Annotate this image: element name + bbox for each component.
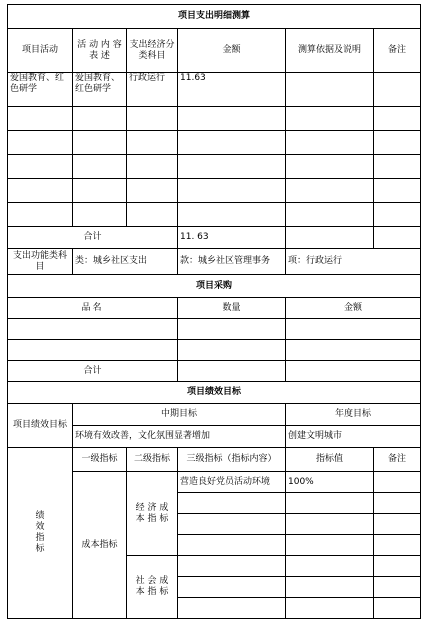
function-class-xiang: 项：行政运行	[286, 249, 421, 275]
header-level3: 三级指标（指标内容）	[178, 448, 286, 472]
procurement-section-title: 项目采购	[8, 275, 421, 298]
budget-empty-row	[8, 203, 421, 227]
row1-amount: 11.63	[178, 73, 286, 107]
row1-econ: 行政运行	[127, 73, 178, 107]
procurement-header-name: 品名	[8, 298, 178, 319]
budget-empty-row	[8, 107, 421, 131]
header-activity-content: 活 动 内 容 表 述	[73, 29, 127, 73]
header-remark: 备注	[374, 29, 421, 73]
procurement-header-quantity: 数量	[178, 298, 286, 319]
indicator-row1-content: 营造良好党员活动环境	[178, 472, 286, 493]
budget-table	[7, 4, 421, 619]
budget-total-label: 合计	[8, 227, 178, 249]
social-cost-cell	[127, 556, 178, 619]
procurement-empty-row	[8, 340, 421, 361]
header-level2: 二级指标	[127, 448, 178, 472]
indicator-row1-value: 100%	[286, 472, 374, 493]
header-econ-class: 支出经济分类科目	[127, 29, 178, 73]
row1-remark	[374, 73, 421, 107]
header-value: 指标值	[286, 448, 374, 472]
header-indicator-remark: 备注	[374, 448, 421, 472]
econ-cost-indicator: 经 济 成 本 指 标	[135, 502, 169, 524]
goal-label: 项目绩效目标	[8, 404, 73, 448]
econ-cost-cell	[127, 472, 178, 556]
mid-term-label: 中期目标	[73, 404, 286, 426]
header-activity: 项目活动	[8, 29, 73, 73]
function-class-kuan: 款：城乡社区管理事务	[178, 249, 286, 275]
mid-term-text: 环境有效改善，文化氛围显著增加	[73, 426, 286, 448]
row1-activity: 爱国教育、红色研学	[8, 73, 73, 107]
indicator-label: 绩效指标	[35, 511, 45, 554]
procurement-header-amount: 金额	[286, 298, 421, 319]
cost-indicator: 成本指标	[73, 472, 127, 619]
indicator-label-cell	[8, 448, 73, 619]
performance-section-title: 项目绩效目标	[8, 382, 421, 404]
budget-empty-row	[8, 131, 421, 155]
header-level1: 一级指标	[73, 448, 127, 472]
budget-section-title: 项目支出明细测算	[8, 5, 421, 29]
row1-content: 爱国教育、红色研学	[73, 73, 127, 107]
social-cost-indicator: 社 会 成 本 指 标	[135, 576, 169, 597]
budget-total-value: 11. 63	[178, 227, 286, 249]
header-basis: 测算依据及说明	[286, 29, 374, 73]
row1-basis	[286, 73, 374, 107]
annual-text: 创建文明城市	[286, 426, 421, 448]
procurement-empty-row	[8, 319, 421, 340]
procurement-total-label: 合计	[8, 361, 178, 382]
function-class-lei: 类：城乡社区支出	[73, 249, 178, 275]
annual-label: 年度目标	[286, 404, 421, 426]
budget-empty-row	[8, 179, 421, 203]
function-class-label: 支出功能类科目	[8, 249, 73, 275]
budget-empty-row	[8, 155, 421, 179]
header-amount: 金额	[178, 29, 286, 73]
